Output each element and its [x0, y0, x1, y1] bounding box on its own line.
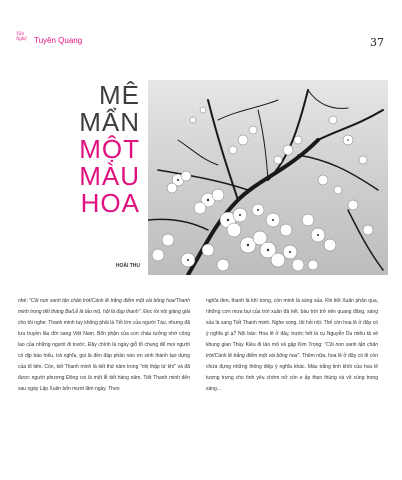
title-line-2: MẨN: [79, 107, 140, 137]
pear-blossom-photo: [148, 80, 388, 275]
paragraph-left-rest: . Đọc rồi nội giảng giải cho tôi nghe: Thanh minh tuy không phải là Tết lớn của người Tàu, nhưng đã lưu truyền lâu đời sang Việt Nam. Bổn phận của con cháu tưởng nhớ công lao của những người đi trước. Đây chính là ngày giỗ tổ chung để mọi người có dịp báo hiếu, trả nghĩa, gọi là đền đáp phần nào ơn sinh thành tạo dựng của tổ tiên. Còn, tiết Thanh minh là tiết thứ năm trong "nhị thập tứ khí" và đã được người phương Đông coi là một lễ tiết hàng năm. Tiết Thanh minh đến sau ngày Lập Xuân bốn mươi lăm ngày. Theo: [18, 309, 190, 392]
paragraph-left: [18, 296, 190, 395]
paragraph-left-intro: nhé;: [18, 298, 30, 304]
author-name: HOÀI THU: [115, 263, 140, 269]
article-column-left: [18, 296, 190, 395]
page-number: 37: [370, 36, 384, 49]
article-title: [79, 82, 140, 217]
logo-main-text: Tuyên Quang: [34, 36, 83, 45]
logo-small-text: Văn Nghệ: [16, 32, 27, 42]
poem-quote-left: "Cõi non xanh tận chân trời/Cánh lê trắng điểm một vài bông hoa/Thanh minh trong tiết tháng Ba/Lễ là tảo mộ, hội là đạp thanh": [18, 298, 191, 315]
poem-quote-right: "Cõi non xanh tận chân trời/Cành lê trắng điểm một vài bông hoa": [206, 342, 378, 359]
paragraph-right-intro: nghĩa đen, thanh là khí trong, còn minh là sáng sủa. Khi tiết Xuân phân qua, những cơn mưa bụi của trời xuân đã hết, bầu trời trở nên quang đãng, sáng sủa là sang Tiết Thanh minh. Nghe xong, tôi hỏi nội: Thế còn hoa lê ở đây có ý nghĩa gì ạ? Nội bảo: Hoa lê ở đây, trước hết là cụ Nguyễn Du miêu tả về khung gian Thúy Kiều đi tảo mộ và gặp Kim Trọng:: [206, 298, 378, 348]
title-line-3: MỘT: [79, 134, 140, 164]
paragraph-right-rest: . Thêm nữa, hoa lê ở đây có lẽ còn chứa đựng những thông điệp ý nghĩa khác. Màu trắng tinh khôi của hoa lê tượng trưng cho tình yêu chớm nở còn e ấp thẹn thùng và vô cùng trong sáng...: [206, 353, 378, 392]
paragraph-right: [206, 296, 378, 395]
title-line-5: HOA: [80, 188, 140, 218]
title-line-4: MÀU: [79, 161, 140, 191]
title-line-1: MÊ: [99, 80, 140, 110]
article-column-right: [206, 296, 378, 395]
